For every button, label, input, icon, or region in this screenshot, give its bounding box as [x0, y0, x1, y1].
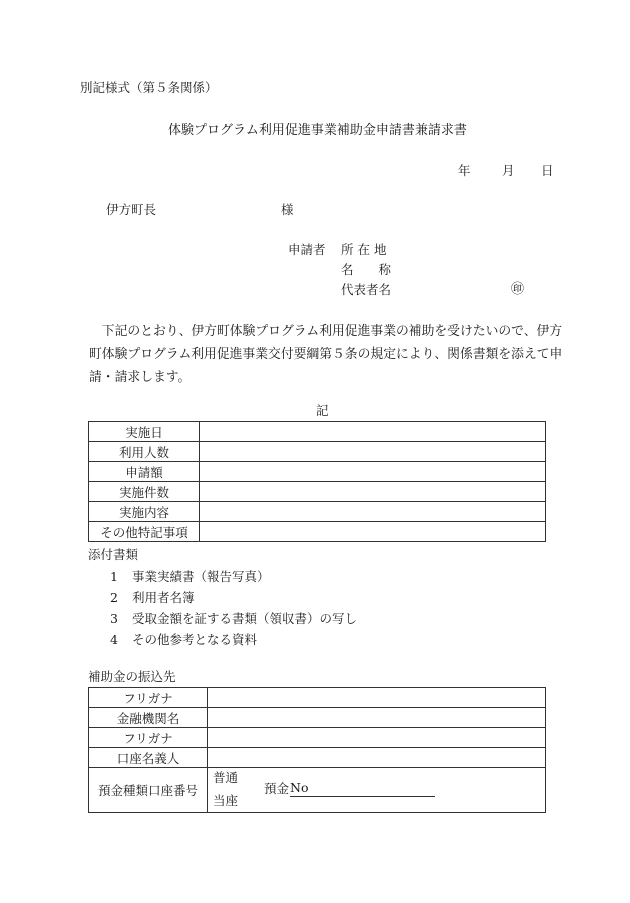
account-number-field[interactable]: [290, 782, 435, 797]
input-cell[interactable]: [200, 422, 546, 442]
row-label: 金融機関名: [89, 708, 208, 728]
list-item: [110, 592, 194, 605]
ki-heading: 記: [316, 403, 329, 418]
item-text: 利用者名簿: [131, 590, 195, 605]
item-text: 受取金額を証する書類（領収書）の写し: [131, 611, 357, 626]
input-cell[interactable]: [208, 688, 546, 708]
seal-mark: ㊞: [511, 282, 525, 297]
row-label: フリガナ: [89, 688, 208, 708]
deposit-label: 預金: [264, 781, 290, 796]
date-year: 年: [458, 163, 471, 178]
table-row: [89, 462, 546, 482]
table-row: [89, 708, 546, 728]
table-row: [89, 728, 546, 748]
representative-label: 代表者名: [341, 282, 392, 297]
table-row: [89, 688, 546, 708]
table-row: [89, 522, 546, 542]
bank-table: [88, 687, 546, 813]
list-item: [110, 613, 357, 626]
row-label: 実施内容: [89, 502, 200, 522]
input-cell[interactable]: [200, 442, 546, 462]
account-cell[interactable]: [208, 768, 546, 813]
input-cell[interactable]: [200, 502, 546, 522]
input-cell[interactable]: [208, 748, 546, 768]
attachments-heading: 添付書類: [88, 547, 139, 562]
item-text: 事業実績書（報告写真）: [131, 569, 270, 584]
recipient-name: 伊方町長: [106, 202, 157, 217]
table-row: [89, 442, 546, 462]
table-row: [89, 502, 546, 522]
main-table: [88, 421, 546, 542]
item-number: 2: [110, 590, 118, 605]
applicant-label: 申請者: [288, 242, 326, 257]
row-label: 口座名義人: [89, 748, 208, 768]
row-label: 実施件数: [89, 482, 200, 502]
recipient-honorific: 様: [281, 202, 294, 217]
input-cell[interactable]: [200, 522, 546, 542]
row-label: フリガナ: [89, 728, 208, 748]
row-label: 実施日: [89, 422, 200, 442]
no-label: No: [290, 780, 309, 795]
item-text: その他参考となる資料: [131, 632, 257, 647]
table-row: [89, 422, 546, 442]
type-touza[interactable]: 当座: [213, 793, 239, 808]
row-label: 利用人数: [89, 442, 200, 462]
input-cell[interactable]: [200, 482, 546, 502]
table-row: [89, 768, 546, 813]
name-label: 名 称: [341, 262, 392, 277]
table-row: [89, 482, 546, 502]
row-label: 申請額: [89, 462, 200, 482]
input-cell[interactable]: [200, 462, 546, 482]
input-cell[interactable]: [208, 728, 546, 748]
form-id: 別記様式（第５条関係）: [80, 80, 218, 95]
row-label: その他特記事項: [89, 522, 200, 542]
type-futsu[interactable]: 普通: [213, 770, 239, 785]
body-paragraph: 下記のとおり、伊方町体験プログラム利用促進事業の補助を受けたいので、伊方町体験プログラム利用促進事業交付要綱第５条の規定により、関係書類を添えて申請・請求します。: [89, 324, 563, 385]
item-number: 4: [110, 632, 118, 647]
page-title: 体験プログラム利用促進事業補助金申請書兼請求書: [168, 123, 467, 138]
table-row: [89, 748, 546, 768]
item-number: 1: [110, 569, 118, 584]
list-item: [110, 571, 269, 584]
address-label: 所 在 地: [341, 242, 387, 257]
row-label: 預金種類口座番号: [89, 768, 208, 813]
date-day: 日: [541, 163, 554, 178]
list-item: [110, 634, 257, 647]
date-month: 月: [502, 163, 515, 178]
item-number: 3: [110, 611, 118, 626]
input-cell[interactable]: [208, 708, 546, 728]
bank-heading: 補助金の振込先: [88, 669, 176, 684]
